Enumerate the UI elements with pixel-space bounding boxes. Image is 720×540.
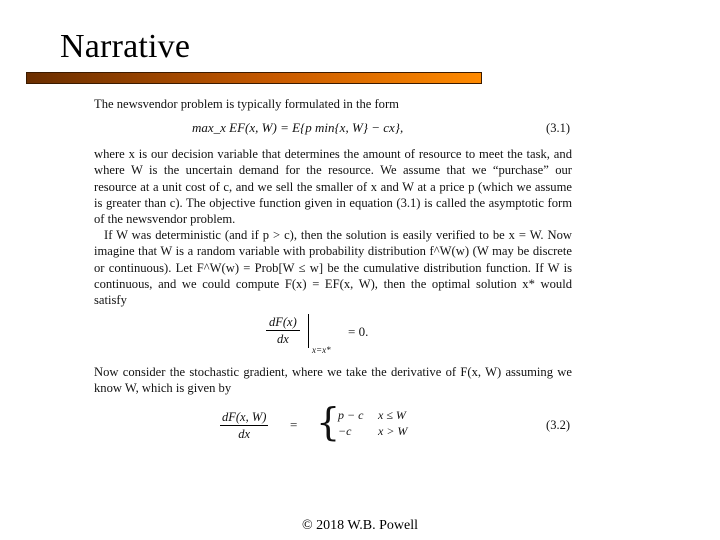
copyright-footer: © 2018 W.B. Powell [301, 518, 419, 533]
gradient-fraction [220, 409, 268, 442]
equation-3-1-number: (3.1) [546, 121, 570, 136]
equation-optimality [94, 314, 572, 354]
gradient-cases [338, 407, 407, 439]
case-value: −c [338, 423, 352, 438]
case-row [338, 407, 407, 423]
evaluation-point: x=x* [312, 345, 331, 356]
evaluation-bar [308, 314, 309, 348]
paragraph-definitions: where x is our decision variable that determines the amount of resource to meet the task, and where W is the uncertain demand for the resource. We assume that we “purchase” our resource at a unit cost of c, and we sell the smaller of x and W at a price p (which we assume is greater than c). The objective function given in equation (3.1) is called the asymptotic form of the newsvendor problem. [94, 147, 572, 227]
gradient-denominator: dx [238, 426, 251, 441]
title-underline-bar [26, 72, 482, 84]
gradient-equals: = [290, 416, 298, 432]
equation-3-2 [94, 399, 572, 449]
case-condition: x > W [378, 423, 408, 438]
paragraph-intro: The newsvendor problem is typically formulated in the form [94, 97, 399, 111]
slide-title: Narrative [60, 28, 191, 65]
equation-3-2-number: (3.2) [546, 417, 570, 432]
optimality-fraction [266, 314, 300, 347]
case-condition: x ≤ W [378, 407, 406, 422]
optimality-numerator: dF(x) [266, 314, 300, 331]
optimality-denominator: dx [276, 332, 289, 347]
optimality-rhs: = 0. [348, 324, 369, 340]
paragraph-deterministic: If W was deterministic (and if p > c), then the solution is easily verified to be x = W. Now imagine that W is a random variable with probability distribution f^W(w) (W may be discrete or continuous). Let F^W(w) = Prob[W ≤ w] be the cumulative distribution function. If W is continuous, and we could compute F(x) = EF(x, W), then the optimal solution x* would satisfy [94, 228, 572, 308]
equation-3-1 [94, 114, 572, 144]
gradient-numerator: dF(x, W) [220, 409, 268, 426]
case-value: p − c [338, 407, 364, 422]
case-row [338, 423, 407, 439]
paragraph-stochastic-gradient: Now consider the stochastic gradient, where we take the derivative of F(x, W) assuming we know W, which is given by [94, 365, 572, 396]
document-excerpt [94, 96, 572, 468]
cases-brace-icon: { [316, 399, 341, 444]
equation-3-1-expression: max_x EF(x, W) = E{p min{x, W} − cx}, [192, 120, 404, 136]
